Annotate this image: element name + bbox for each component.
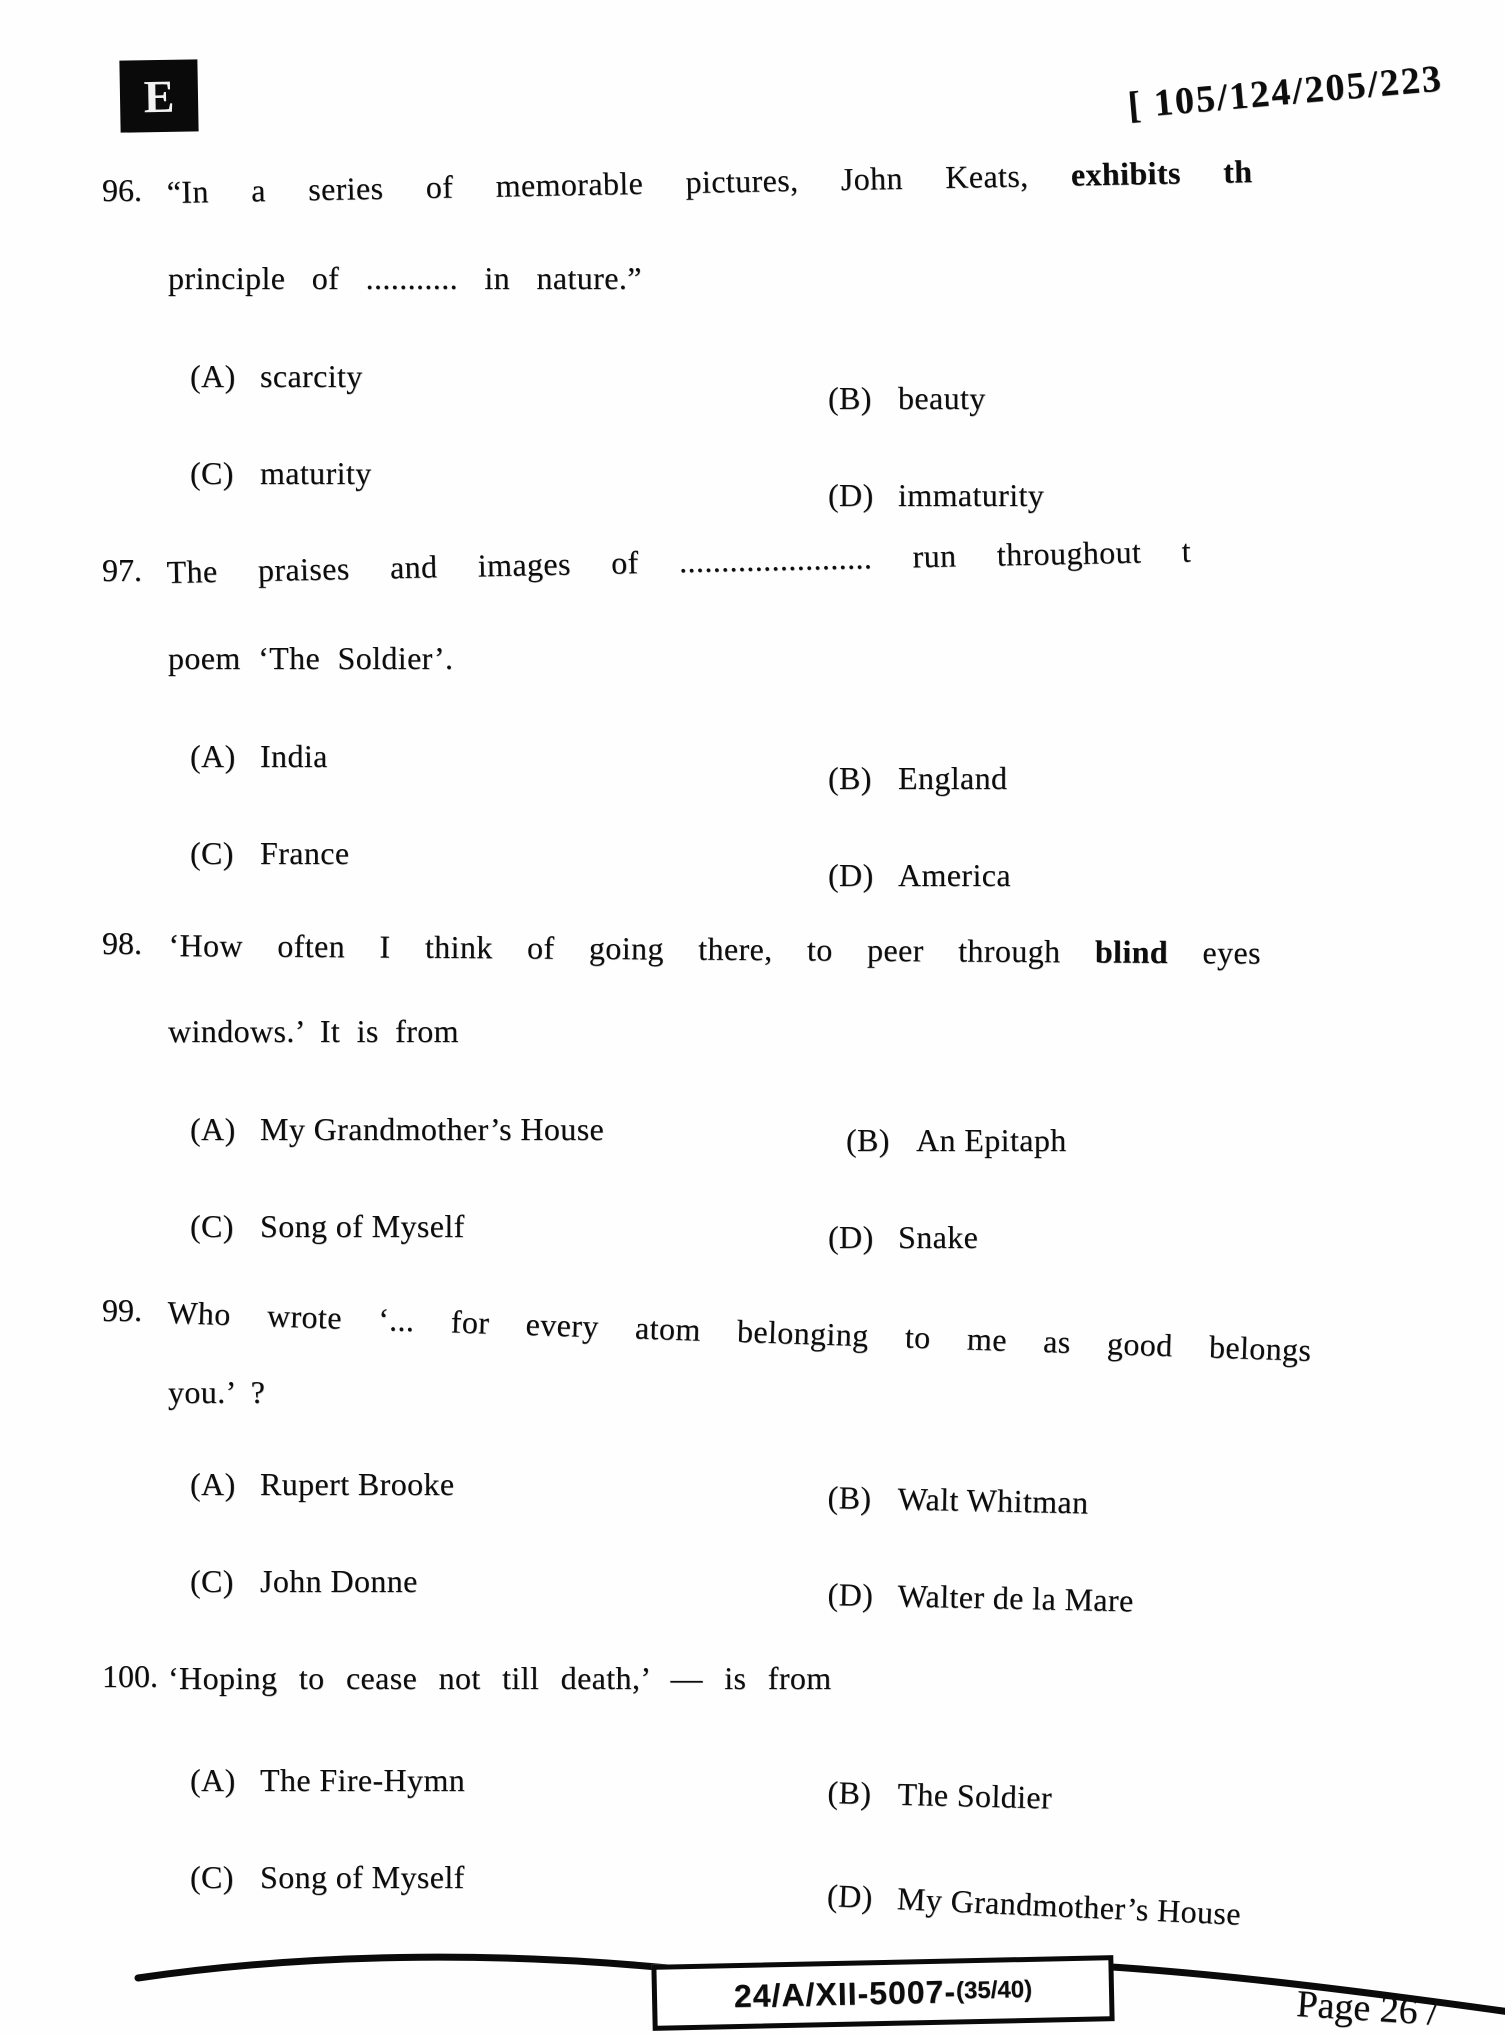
option-text: maturity xyxy=(260,455,372,491)
option-label: (B) xyxy=(828,760,872,796)
option-text: America xyxy=(898,857,1011,893)
options xyxy=(168,1466,1505,1660)
question-text-line xyxy=(168,638,1505,724)
option-label: (C) xyxy=(190,1859,234,1895)
option-label: (D) xyxy=(828,857,874,893)
option-row xyxy=(168,835,1505,932)
option-c xyxy=(190,1208,465,1245)
option-text: England xyxy=(898,760,1008,796)
option-label: (B) xyxy=(827,1774,872,1812)
option-label: (C) xyxy=(190,1208,234,1244)
text-segment: ‘How often I think of going there, to peer through xyxy=(168,927,1096,970)
question-text-line xyxy=(166,145,1505,258)
option-d xyxy=(828,477,1044,514)
booklet-code-main: 24/A/XII-5007- xyxy=(733,1972,957,2014)
question-number: 98. xyxy=(102,925,142,961)
page-number: Page 26 / xyxy=(1295,1982,1440,2034)
option-d xyxy=(828,1219,978,1256)
option-row xyxy=(168,358,1505,455)
question-99 xyxy=(102,1292,1505,1660)
option-row xyxy=(168,1466,1505,1563)
text-segment: “In a series of memorable pictures, John Keats, xyxy=(166,156,1072,211)
option-text: France xyxy=(260,835,350,871)
option-text: The Soldier xyxy=(897,1775,1053,1816)
text-segment: you.’ ? xyxy=(168,1374,266,1410)
option-row xyxy=(168,1111,1505,1208)
question-text xyxy=(168,925,1505,1097)
option-text: My Grandmother’s House xyxy=(896,1880,1242,1932)
option-b xyxy=(846,1122,1067,1159)
option-label: (D) xyxy=(828,1219,874,1255)
option-text: scarcity xyxy=(260,358,363,394)
question-text xyxy=(168,1292,1505,1452)
text-segment: windows.’ It is from xyxy=(168,1013,459,1049)
option-c xyxy=(190,835,349,872)
option-text: My Grandmother’s House xyxy=(260,1111,605,1147)
option-label: (B) xyxy=(828,380,872,416)
question-number: 96. xyxy=(102,172,142,208)
option-label: (B) xyxy=(846,1122,890,1158)
booklet-code-suffix: (35/40) xyxy=(955,1975,1033,2005)
option-text: Song of Myself xyxy=(260,1859,465,1895)
option-a xyxy=(190,738,328,775)
option-text: Walter de la Mare xyxy=(897,1577,1135,1619)
text-segment: Who wrote ‘... for every atom belonging to me as good belongs xyxy=(166,1293,1312,1368)
option-a xyxy=(190,358,363,395)
option-d xyxy=(827,1576,1134,1619)
option-b xyxy=(828,380,986,417)
option-label: (C) xyxy=(190,835,234,871)
option-text: An Epitaph xyxy=(916,1122,1067,1158)
option-label: (B) xyxy=(827,1479,872,1516)
options xyxy=(168,738,1505,932)
option-text: John Donne xyxy=(260,1563,418,1599)
text-segment: exhibits th xyxy=(1070,153,1253,193)
option-c xyxy=(190,1563,418,1600)
option-b xyxy=(828,760,1007,797)
question-text xyxy=(166,532,1505,724)
option-text: immaturity xyxy=(898,477,1045,513)
option-label: (D) xyxy=(826,1877,874,1916)
question-98 xyxy=(102,925,1505,1305)
option-b xyxy=(827,1774,1052,1816)
option-label: (C) xyxy=(190,1563,234,1599)
option-a xyxy=(190,1111,604,1148)
booklet-code xyxy=(651,1955,1114,2031)
option-b xyxy=(827,1479,1089,1521)
question-text-line xyxy=(168,925,1505,1021)
options xyxy=(168,358,1505,552)
option-a xyxy=(190,1466,455,1503)
question-text-line xyxy=(168,258,1505,344)
option-label: (C) xyxy=(190,455,234,491)
option-label: (A) xyxy=(190,358,236,394)
option-row xyxy=(168,1563,1505,1660)
option-text: The Fire-Hymn xyxy=(260,1762,466,1798)
option-text: Walt Whitman xyxy=(897,1480,1089,1521)
option-text: Song of Myself xyxy=(260,1208,465,1244)
option-row xyxy=(168,738,1505,835)
option-label: (D) xyxy=(827,1576,874,1613)
option-a xyxy=(190,1762,465,1799)
question-100 xyxy=(102,1658,1505,1956)
text-segment: The praises and images of ....................... run throughout t xyxy=(166,532,1192,591)
option-text: Snake xyxy=(898,1219,979,1255)
text-segment: eyes xyxy=(1167,933,1262,971)
question-number: 97. xyxy=(102,552,142,588)
option-label: (D) xyxy=(828,477,874,513)
text-segment: poem ‘The Soldier’. xyxy=(168,640,454,676)
paper-code: [ 105/124/205/223 xyxy=(1126,57,1445,127)
question-text xyxy=(168,1658,1505,1744)
question-number: 100. xyxy=(102,1658,158,1694)
text-segment: principle of ........... in nature.” xyxy=(168,260,642,296)
question-96 xyxy=(102,153,1505,552)
text-segment: ‘Hoping to cease not till death,’ — is from xyxy=(168,1660,832,1696)
text-segment: blind xyxy=(1094,933,1169,970)
option-label: (A) xyxy=(190,1466,236,1502)
option-row xyxy=(168,1208,1505,1305)
option-c xyxy=(190,1859,465,1896)
option-text: beauty xyxy=(898,380,986,416)
option-d xyxy=(828,857,1011,894)
option-label: (A) xyxy=(190,738,236,774)
option-text: Rupert Brooke xyxy=(260,1466,455,1502)
language-badge: E xyxy=(119,59,198,132)
option-text: India xyxy=(260,738,328,774)
option-label: (A) xyxy=(190,1111,236,1147)
question-text-line xyxy=(168,1011,1505,1097)
option-row xyxy=(168,1762,1505,1859)
question-number: 99. xyxy=(102,1292,142,1328)
options xyxy=(168,1111,1505,1305)
question-text xyxy=(166,153,1505,344)
question-97 xyxy=(102,532,1505,932)
option-c xyxy=(190,455,372,492)
option-label: (A) xyxy=(190,1762,236,1798)
question-text-line xyxy=(168,1658,1505,1744)
